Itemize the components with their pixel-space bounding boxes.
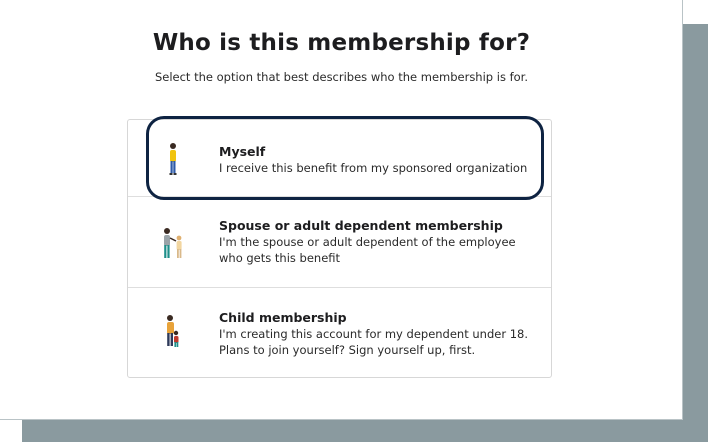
adult-and-child-walking-icon (158, 227, 188, 261)
page-subtitle: Select the option that best describes who the membership is for. (154, 70, 529, 84)
option-spouse-description (219, 234, 539, 266)
option-myself[interactable] (128, 120, 551, 197)
parent-with-child-icon (162, 314, 182, 350)
option-child-description-line-1: I'm creating this account for my dependent under 18. (219, 327, 529, 341)
option-myself-description (219, 160, 539, 176)
option-myself-title: Myself (219, 144, 266, 159)
person-standing-icon (166, 142, 180, 176)
membership-options-list (127, 119, 552, 378)
page-title: Who is this membership for? (152, 30, 531, 56)
option-myself-description-line: I receive this benefit from my sponsored organization (219, 161, 528, 175)
option-child-description-line-2: Plans to join yourself? Sign yourself up, first. (219, 343, 476, 357)
option-child[interactable] (128, 288, 551, 377)
option-child-description (219, 326, 539, 358)
option-spouse-description-line-2: who gets this benefit (219, 251, 341, 265)
option-spouse-title: Spouse or adult dependent membership (219, 218, 503, 233)
option-spouse-description-line-1: I'm the spouse or adult dependent of the employee (219, 235, 516, 249)
option-child-title: Child membership (219, 310, 347, 325)
option-spouse-adult-dependent[interactable] (128, 197, 551, 288)
